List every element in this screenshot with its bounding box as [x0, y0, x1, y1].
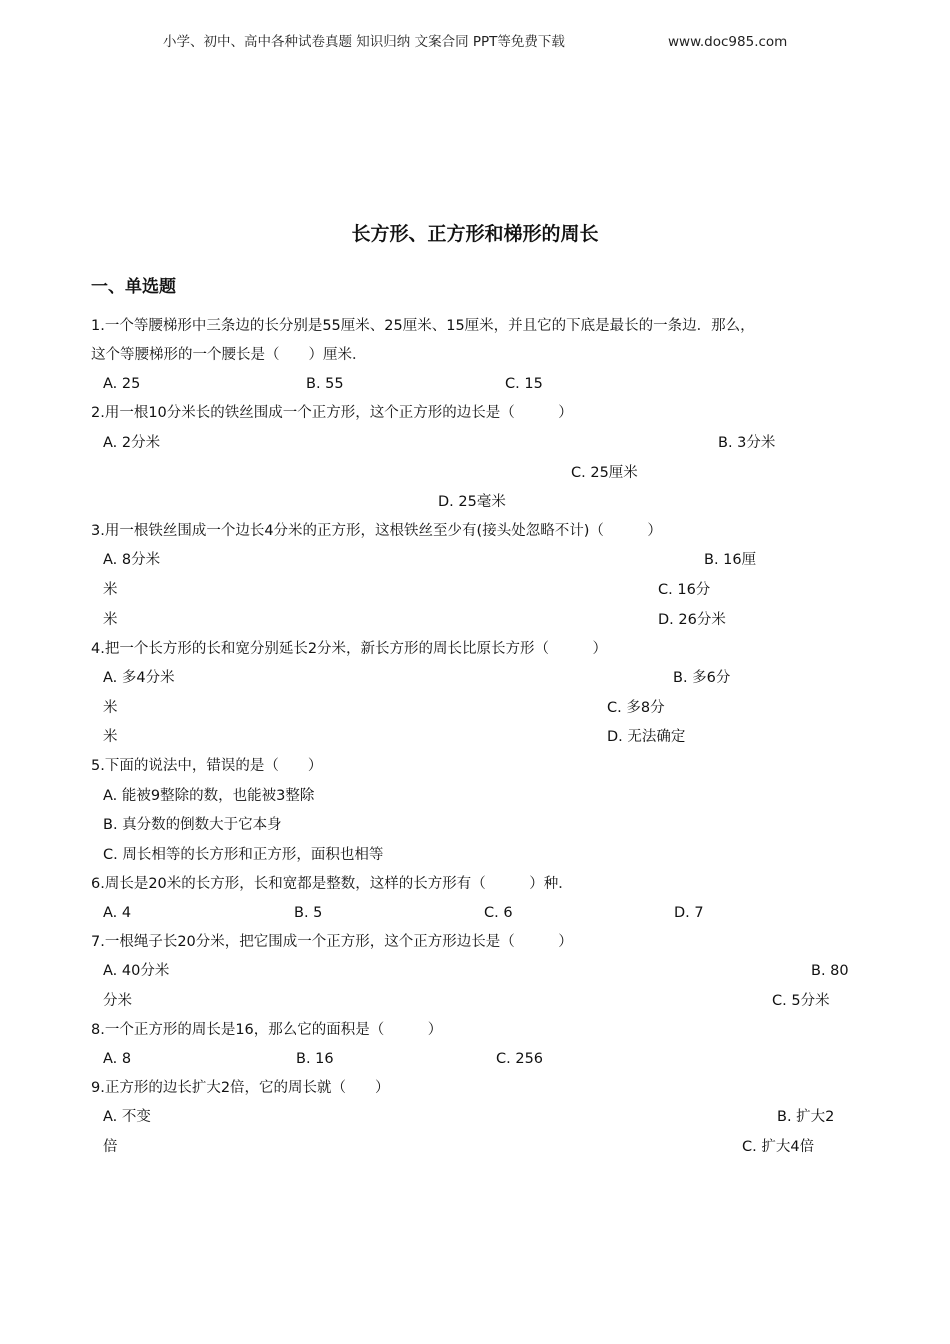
question-7-option: A. 40分米	[103, 963, 170, 979]
question-7-option: 分米	[103, 993, 132, 1009]
question-9-option: A. 不变	[103, 1109, 151, 1125]
question-3-option: 米	[103, 612, 118, 628]
question-4-stem: 4.把一个长方形的长和宽分别延长2分米，新长方形的周长比原长方形（ ）	[91, 641, 608, 657]
question-3-option: 米	[103, 582, 118, 598]
question-3-option: B. 16厘	[704, 552, 757, 568]
question-8-stem: 8.一个正方形的周长是16，那么它的面积是（ ）	[91, 1022, 443, 1038]
question-9-option: C. 扩大4倍	[742, 1139, 815, 1155]
question-6-option: B. 5	[294, 905, 323, 921]
page-title: 长方形、正方形和梯形的周长	[351, 223, 599, 245]
question-6-option: D. 7	[674, 905, 704, 921]
question-4-option: A. 多4分米	[103, 670, 175, 686]
question-9-stem: 9.正方形的边长扩大2倍，它的周长就（ ）	[91, 1080, 390, 1096]
section-heading: 一、单选题	[91, 277, 176, 297]
question-9-option: 倍	[103, 1139, 118, 1155]
question-2-stem: 2.用一根10分米长的铁丝围成一个正方形，这个正方形的边长是（ ）	[91, 405, 573, 421]
question-9-option: B. 扩大2	[777, 1109, 835, 1125]
question-6-option: A. 4	[103, 905, 132, 921]
question-5-option: A. 能被9整除的数，也能被3整除	[103, 788, 315, 804]
question-4-option: B. 多6分	[673, 670, 731, 686]
question-3-option: A. 8分米	[103, 552, 161, 568]
question-1-stem: 这个等腰梯形的一个腰长是（ ）厘米．	[91, 347, 367, 363]
question-5-option: C. 周长相等的长方形和正方形，面积也相等	[103, 847, 384, 863]
question-3-option: C. 16分	[658, 582, 711, 598]
question-3-stem: 3.用一根铁丝围成一个边长4分米的正方形，这根铁丝至少有(接头处忽略不计)（ ）	[91, 523, 662, 539]
question-8-option: A. 8	[103, 1051, 132, 1067]
question-7-stem: 7.一根绳子长20分米，把它围成一个正方形，这个正方形边长是（ ）	[91, 934, 573, 950]
question-4-option: C. 多8分	[607, 700, 665, 716]
question-7-option: B. 80	[811, 963, 849, 979]
question-7-option: C. 5分米	[772, 993, 830, 1009]
question-1-stem: 1.一个等腰梯形中三条边的长分别是55厘米、25厘米、15厘米，并且它的下底是最长的一条边．那么，	[91, 318, 755, 334]
header-url[interactable]: www.doc985.com	[668, 34, 788, 50]
question-2-option: C. 25厘米	[571, 465, 638, 481]
question-6-stem: 6.周长是20米的长方形，长和宽都是整数，这样的长方形有（ ）种．	[91, 876, 573, 892]
question-1-option: B. 55	[306, 376, 344, 392]
question-4-option: 米	[103, 729, 118, 745]
question-2-option: A. 2分米	[103, 435, 161, 451]
question-4-option: D. 无法确定	[607, 729, 686, 745]
question-4-option: 米	[103, 700, 118, 716]
question-6-option: C. 6	[484, 905, 513, 921]
header-text: 小学、初中、高中各种试卷真题 知识归纳 文案合同 PPT等免费下载	[163, 34, 565, 50]
question-3-option: D. 26分米	[658, 612, 726, 628]
question-5-stem: 5.下面的说法中，错误的是（ ）	[91, 758, 323, 774]
question-5-option: B. 真分数的倒数大于它本身	[103, 817, 282, 833]
question-8-option: C. 256	[496, 1051, 544, 1067]
question-2-option: B. 3分米	[718, 435, 776, 451]
question-8-option: B. 16	[296, 1051, 334, 1067]
question-1-option: A. 25	[103, 376, 141, 392]
question-1-option: C. 15	[505, 376, 543, 392]
question-2-option: D. 25毫米	[438, 494, 506, 510]
